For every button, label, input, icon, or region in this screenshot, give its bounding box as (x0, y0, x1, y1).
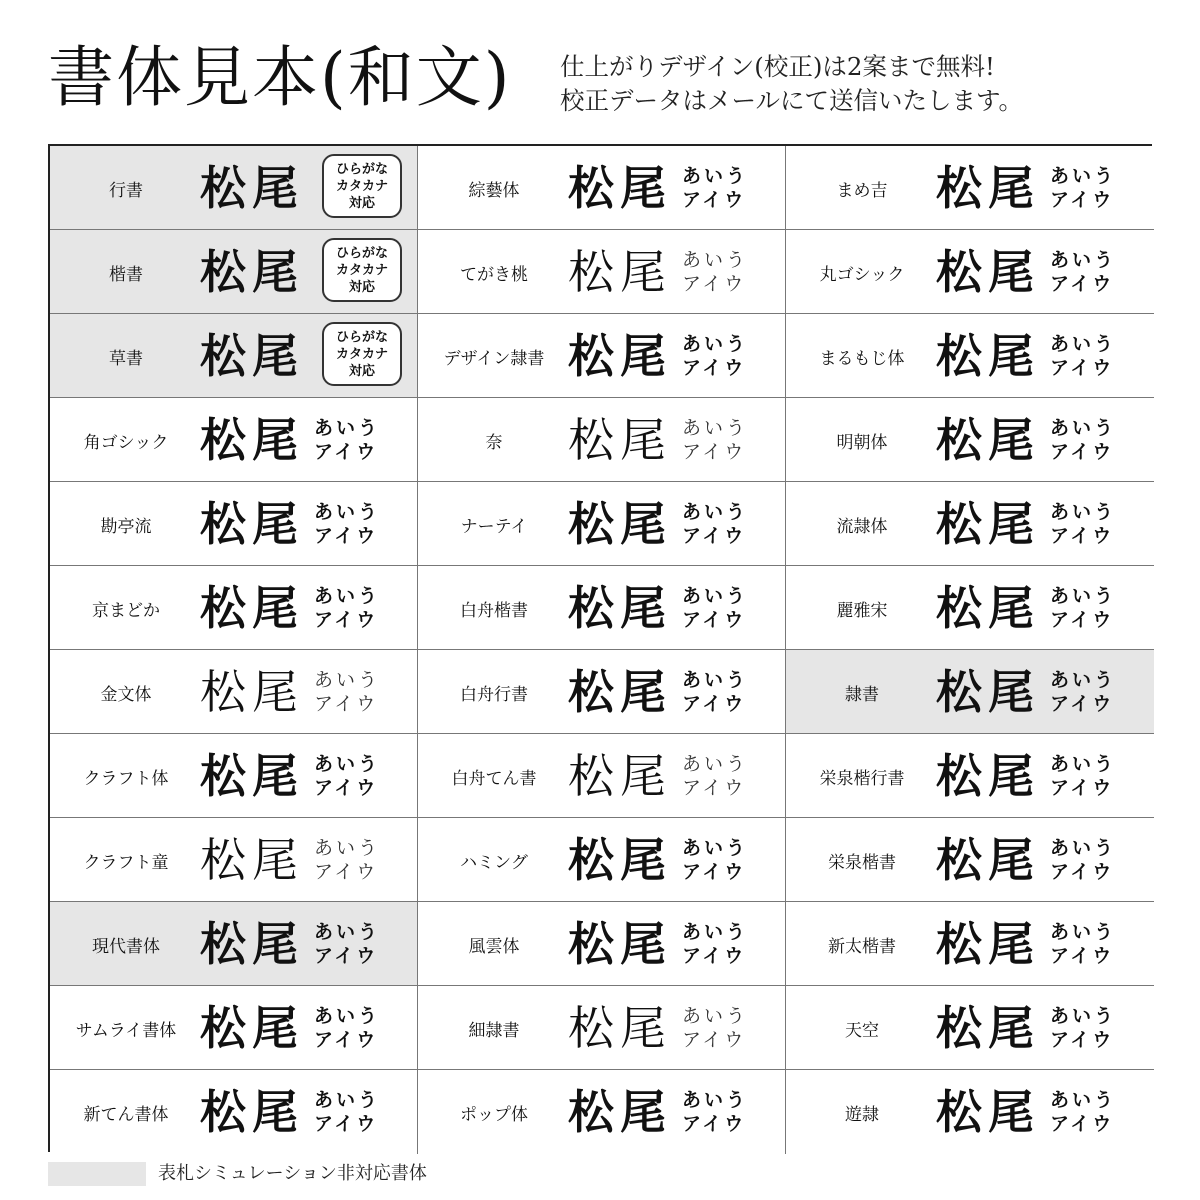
font-sample-cell (50, 734, 418, 818)
sample-hiragana: あいう (1050, 165, 1117, 187)
sample-hiragana: あいう (1050, 1005, 1117, 1027)
sample-katakana: アイウ (314, 441, 379, 463)
sample-hiragana: あいう (682, 669, 749, 691)
sample-kana-text (682, 332, 748, 380)
sample-name-text: 松尾 (200, 497, 304, 551)
sample-hiragana: あいう (314, 585, 381, 607)
font-sample-preview (568, 996, 748, 1060)
sample-hiragana: あいう (1050, 921, 1117, 943)
font-sample-cell (418, 482, 786, 566)
sample-name-text: 松尾 (936, 245, 1040, 299)
sample-kana-text (1050, 248, 1116, 296)
font-name-label: 麗雅宋 (836, 600, 888, 621)
sample-katakana: アイウ (1050, 1029, 1115, 1051)
font-sample-cell (50, 566, 418, 650)
badge-line2: カタカナ (335, 346, 388, 362)
sample-name-text: 松尾 (936, 161, 1040, 215)
sample-katakana: アイウ (1050, 1113, 1115, 1135)
sample-hiragana: あいう (314, 501, 381, 523)
sample-name-text: 松尾 (936, 581, 1040, 635)
font-sample-cell (50, 230, 418, 314)
badge-line1: ひらがな (335, 329, 388, 345)
sample-name-text: 松尾 (568, 329, 672, 383)
font-name-label: まめ吉 (836, 180, 888, 201)
font-name-label: 行書 (109, 180, 143, 201)
sample-katakana: アイウ (682, 441, 747, 463)
font-sample-cell (786, 986, 1154, 1070)
sample-name-text: 松尾 (200, 161, 304, 215)
badge-line3: 対応 (348, 363, 375, 379)
font-name-label: 細隷書 (468, 1020, 520, 1041)
sample-name-text: 松尾 (568, 581, 672, 635)
font-sample-preview (200, 1080, 380, 1144)
sample-kana-text (682, 920, 748, 968)
font-sample-preview (568, 744, 748, 808)
sample-hiragana: あいう (1050, 669, 1117, 691)
sample-name-text: 松尾 (936, 413, 1040, 467)
promo-note-line-1: 仕上がりデザイン(校正)は2案まで無料! (560, 52, 995, 81)
font-name-label: 角ゴシック (83, 432, 169, 453)
font-sample-grid (48, 144, 1152, 1152)
sample-name-text: 松尾 (200, 665, 304, 719)
font-name-label: 新太楷書 (828, 936, 896, 957)
sample-name-text: 松尾 (200, 749, 304, 803)
sample-katakana: アイウ (1050, 609, 1115, 631)
font-sample-preview (936, 828, 1116, 892)
sample-kana-text (682, 164, 748, 212)
font-sample-cell (50, 482, 418, 566)
sample-kana-text (682, 1004, 748, 1052)
sample-kana-text (1050, 584, 1116, 632)
sample-hiragana: あいう (1050, 1089, 1117, 1111)
sample-hiragana: あいう (1050, 249, 1117, 271)
sample-katakana: アイウ (682, 273, 747, 295)
font-sample-preview (200, 996, 380, 1060)
sample-hiragana: あいう (314, 753, 381, 775)
font-sample-cell (418, 398, 786, 482)
font-sample-cell (418, 734, 786, 818)
font-sample-cell (786, 398, 1154, 482)
sample-kana-text (1050, 1004, 1116, 1052)
sample-name-text: 松尾 (936, 329, 1040, 383)
sample-kana-text (682, 416, 748, 464)
sample-hiragana: あいう (682, 837, 749, 859)
sample-hiragana: あいう (682, 1089, 749, 1111)
sample-katakana: アイウ (314, 1029, 379, 1051)
sample-name-text: 松尾 (936, 917, 1040, 971)
sample-katakana: アイウ (1050, 693, 1115, 715)
sample-hiragana: あいう (314, 669, 381, 691)
sample-hiragana: あいう (682, 249, 749, 271)
sample-name-text: 松尾 (200, 245, 304, 299)
sample-katakana: アイウ (1050, 189, 1115, 211)
sample-kana-text (682, 668, 748, 716)
sample-hiragana: あいう (1050, 753, 1117, 775)
sample-name-text: 松尾 (936, 1085, 1040, 1139)
sample-hiragana: あいう (1050, 501, 1117, 523)
font-sample-preview (200, 324, 304, 388)
badge-line1: ひらがな (335, 161, 388, 177)
sample-name-text: 松尾 (568, 833, 672, 887)
sample-name-text: 松尾 (568, 161, 672, 215)
font-sample-preview (568, 492, 748, 556)
sample-name-text: 松尾 (568, 245, 672, 299)
sample-kana-text (314, 584, 380, 632)
sample-hiragana: あいう (682, 921, 749, 943)
sample-kana-text (682, 836, 748, 884)
sample-katakana: アイウ (682, 357, 747, 379)
sample-katakana: アイウ (1050, 357, 1115, 379)
sample-name-text: 松尾 (568, 1085, 672, 1139)
font-sample-cell (786, 1070, 1154, 1154)
font-sample-preview (936, 744, 1116, 808)
font-name-label: ハミング (460, 852, 528, 873)
font-name-label: サムライ書体 (75, 1020, 177, 1041)
sample-katakana: アイウ (682, 1029, 747, 1051)
font-sample-cell (786, 566, 1154, 650)
sample-hiragana: あいう (682, 585, 749, 607)
sample-hiragana: あいう (682, 333, 749, 355)
font-sample-preview (568, 156, 748, 220)
font-sample-cell (418, 314, 786, 398)
sample-kana-text (682, 584, 748, 632)
sample-name-text: 松尾 (200, 833, 304, 887)
page-title: 書体見本(和文) (48, 39, 512, 116)
font-sample-preview (568, 408, 748, 472)
sample-name-text: 松尾 (936, 749, 1040, 803)
font-sample-cell (418, 902, 786, 986)
font-sample-preview (200, 156, 304, 220)
kana-support-badge (322, 154, 402, 218)
font-sample-preview (200, 576, 380, 640)
sample-kana-text (1050, 500, 1116, 548)
sample-katakana: アイウ (314, 525, 379, 547)
font-sample-cell (786, 818, 1154, 902)
font-sample-cell (786, 314, 1154, 398)
font-sample-cell (418, 650, 786, 734)
badge-line1: ひらがな (335, 245, 388, 261)
font-sample-cell (50, 818, 418, 902)
sample-name-text: 松尾 (200, 917, 304, 971)
sample-kana-text (314, 1004, 380, 1052)
sample-katakana: アイウ (314, 777, 379, 799)
sample-hiragana: あいう (314, 417, 381, 439)
sample-kana-text (314, 1088, 380, 1136)
sample-kana-text (1050, 164, 1116, 212)
font-name-label: てがき桃 (460, 264, 528, 285)
font-name-label: 白舟てん書 (451, 768, 537, 789)
font-sample-cell (786, 734, 1154, 818)
font-sample-preview (936, 576, 1116, 640)
sample-hiragana: あいう (314, 1089, 381, 1111)
sample-kana-text (682, 752, 748, 800)
font-name-label: クラフト体 (83, 768, 169, 789)
sample-kana-text (682, 500, 748, 548)
font-sample-preview (568, 660, 748, 724)
font-sample-preview (568, 324, 748, 388)
font-sample-cell (786, 650, 1154, 734)
sample-kana-text (314, 500, 380, 548)
sample-hiragana: あいう (1050, 837, 1117, 859)
sample-kana-text (682, 248, 748, 296)
font-sample-cell (50, 314, 418, 398)
font-name-label: 天空 (845, 1020, 879, 1041)
sample-hiragana: あいう (682, 501, 749, 523)
sample-kana-text (1050, 920, 1116, 968)
sample-kana-text (1050, 752, 1116, 800)
font-name-label: 白舟行書 (460, 684, 528, 705)
sample-kana-text (1050, 416, 1116, 464)
sample-hiragana: あいう (1050, 417, 1117, 439)
font-sample-preview (936, 240, 1116, 304)
font-sample-preview (568, 240, 748, 304)
sample-katakana: アイウ (1050, 777, 1115, 799)
font-name-label: クラフト童 (83, 852, 169, 873)
sample-kana-text (314, 668, 380, 716)
font-sample-preview (200, 744, 380, 808)
font-name-label: 白舟楷書 (460, 600, 528, 621)
sample-katakana: アイウ (1050, 273, 1115, 295)
font-name-label: ポップ体 (460, 1104, 528, 1125)
font-name-label: 奈 (485, 432, 503, 453)
sample-katakana: アイウ (314, 693, 379, 715)
font-name-label: 丸ゴシック (819, 264, 905, 285)
font-sample-preview (936, 324, 1116, 388)
font-name-label: 栄泉楷書 (828, 852, 896, 873)
font-name-label: 楷書 (109, 264, 143, 285)
font-sample-preview (936, 996, 1116, 1060)
font-sample-cell (418, 1070, 786, 1154)
font-sample-cell (418, 566, 786, 650)
font-sample-preview (200, 408, 380, 472)
font-sample-cell (418, 230, 786, 314)
sample-name-text: 松尾 (936, 665, 1040, 719)
sample-katakana: アイウ (682, 525, 747, 547)
sample-name-text: 松尾 (200, 329, 304, 383)
font-sample-cell (418, 986, 786, 1070)
sample-name-text: 松尾 (200, 581, 304, 635)
sample-katakana: アイウ (1050, 441, 1115, 463)
promo-note (560, 50, 1023, 118)
sample-hiragana: あいう (682, 417, 749, 439)
font-sample-cell (786, 146, 1154, 230)
font-sample-cell (50, 650, 418, 734)
badge-line3: 対応 (348, 279, 375, 295)
font-sample-preview (936, 408, 1116, 472)
font-name-label: 草書 (109, 348, 143, 369)
sample-name-text: 松尾 (200, 1001, 304, 1055)
sample-katakana: アイウ (682, 777, 747, 799)
font-sample-preview (936, 156, 1116, 220)
kana-support-badge (322, 322, 402, 386)
font-name-label: 金文体 (100, 684, 152, 705)
sample-kana-text (1050, 668, 1116, 716)
font-sample-preview (200, 240, 304, 304)
sample-name-text: 松尾 (568, 413, 672, 467)
font-sample-cell (50, 146, 418, 230)
sample-kana-text (1050, 332, 1116, 380)
badge-line2: カタカナ (335, 178, 388, 194)
sample-kana-text (314, 920, 380, 968)
font-sample-cell (418, 146, 786, 230)
sample-name-text: 松尾 (936, 497, 1040, 551)
font-name-label: 明朝体 (836, 432, 888, 453)
sample-katakana: アイウ (1050, 525, 1115, 547)
font-name-label: 遊隷 (845, 1104, 879, 1125)
sample-name-text: 松尾 (200, 1085, 304, 1139)
font-sample-preview (936, 1080, 1116, 1144)
font-sample-preview (568, 576, 748, 640)
promo-note-line-2: 校正データはメールにて送信いたします。 (560, 86, 1024, 115)
sample-katakana: アイウ (314, 609, 379, 631)
font-sample-preview (936, 912, 1116, 976)
sample-hiragana: あいう (682, 165, 749, 187)
font-sample-preview (200, 912, 380, 976)
font-name-label: 現代書体 (92, 936, 160, 957)
sample-name-text: 松尾 (568, 917, 672, 971)
font-sample-cell (786, 482, 1154, 566)
legend-swatch (48, 1162, 146, 1186)
sample-katakana: アイウ (314, 945, 379, 967)
sample-kana-text (1050, 1088, 1116, 1136)
font-name-label: 流隷体 (836, 516, 888, 537)
sample-name-text: 松尾 (568, 749, 672, 803)
sample-hiragana: あいう (1050, 585, 1117, 607)
kana-support-badge (322, 238, 402, 302)
font-name-label: 勘亭流 (100, 516, 152, 537)
font-sample-cell (50, 902, 418, 986)
font-sample-preview (200, 492, 380, 556)
sample-name-text: 松尾 (568, 497, 672, 551)
sample-name-text: 松尾 (936, 1001, 1040, 1055)
font-sample-cell (50, 986, 418, 1070)
sample-katakana: アイウ (682, 189, 747, 211)
sample-hiragana: あいう (314, 837, 381, 859)
font-name-label: まるもじ体 (819, 348, 905, 369)
font-sample-cell (50, 1070, 418, 1154)
font-sample-preview (568, 828, 748, 892)
legend-text: 表札シミュレーション非対応書体 (158, 1163, 427, 1184)
sample-name-text: 松尾 (936, 833, 1040, 887)
font-name-label: 京まどか (92, 600, 160, 621)
sample-hiragana: あいう (682, 1005, 749, 1027)
sample-kana-text (1050, 836, 1116, 884)
badge-line2: カタカナ (335, 262, 388, 278)
font-sample-preview (568, 1080, 748, 1144)
sample-kana-text (314, 416, 380, 464)
font-name-label: 綜藝体 (468, 180, 520, 201)
font-name-label: 風雲体 (468, 936, 520, 957)
font-sample-preview (936, 492, 1116, 556)
font-name-label: 栄泉楷行書 (819, 768, 905, 789)
sample-name-text: 松尾 (568, 665, 672, 719)
sample-hiragana: あいう (314, 921, 381, 943)
font-sample-cell (786, 230, 1154, 314)
sample-katakana: アイウ (682, 1113, 747, 1135)
sample-katakana: アイウ (682, 945, 747, 967)
sample-katakana: アイウ (314, 861, 379, 883)
sample-katakana: アイウ (682, 861, 747, 883)
sample-katakana: アイウ (1050, 861, 1115, 883)
font-sample-cell (50, 398, 418, 482)
font-name-label: ナーテイ (460, 516, 528, 537)
sample-kana-text (314, 836, 380, 884)
sample-katakana: アイウ (314, 1113, 379, 1135)
font-sample-preview (936, 660, 1116, 724)
font-sample-cell (418, 818, 786, 902)
sample-katakana: アイウ (682, 693, 747, 715)
font-sample-preview (200, 828, 380, 892)
font-sample-preview (568, 912, 748, 976)
font-name-label: 新てん書体 (83, 1104, 169, 1125)
sample-hiragana: あいう (314, 1005, 381, 1027)
sample-katakana: アイウ (682, 609, 747, 631)
sample-hiragana: あいう (1050, 333, 1117, 355)
sample-kana-text (682, 1088, 748, 1136)
font-sample-cell (786, 902, 1154, 986)
sample-name-text: 松尾 (568, 1001, 672, 1055)
font-sample-preview (200, 660, 380, 724)
sample-hiragana: あいう (682, 753, 749, 775)
font-name-label: 隷書 (845, 684, 879, 705)
sample-name-text: 松尾 (200, 413, 304, 467)
sample-kana-text (314, 752, 380, 800)
font-name-label: デザイン隷書 (443, 348, 545, 369)
sample-katakana: アイウ (1050, 945, 1115, 967)
badge-line3: 対応 (348, 195, 375, 211)
